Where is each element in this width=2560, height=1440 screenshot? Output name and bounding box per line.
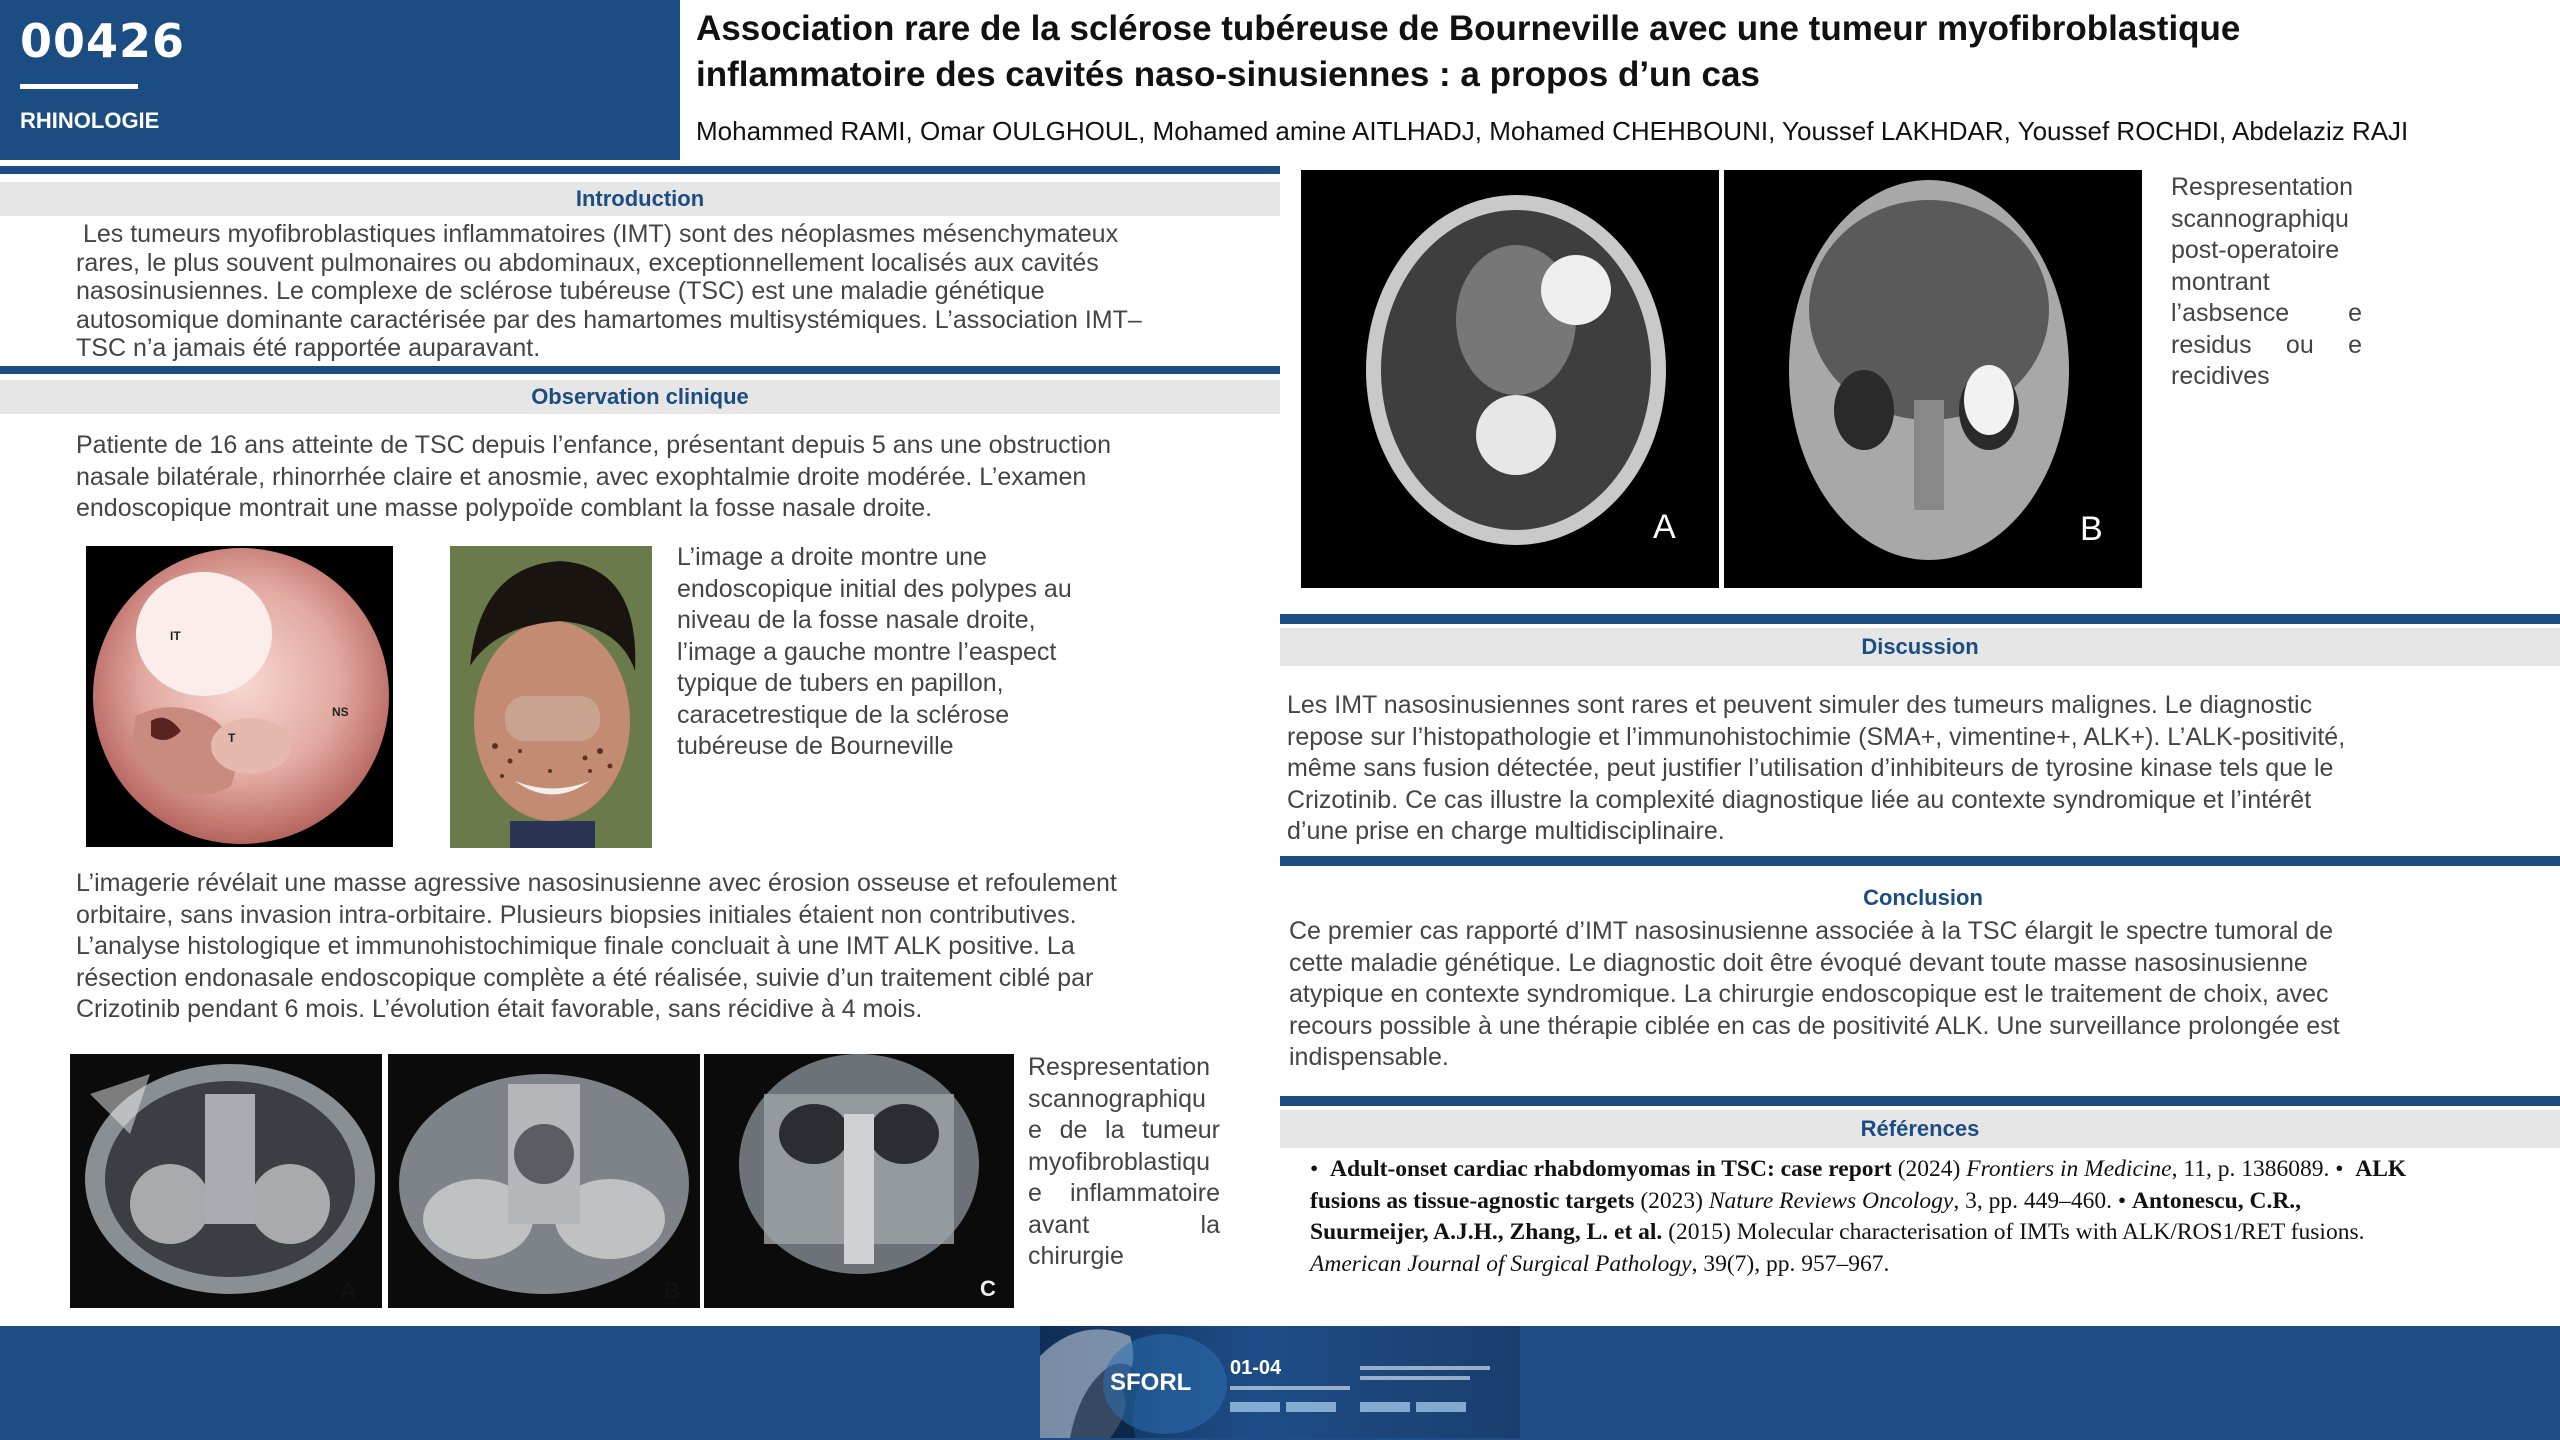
ref-journal: Nature Reviews Oncology xyxy=(1708,1187,1954,1214)
mri-label-a: A xyxy=(1653,508,1676,546)
intro-line: nasosinusiennes. Le complexe de sclérose tubéreuse (TSC) est une maladie génétique xyxy=(76,277,1045,305)
observation-heading: Observation clinique xyxy=(0,380,1280,414)
caption-line: L’image a droite montre une xyxy=(677,543,987,571)
disc-line: repose sur l’histopathologie et l’immunohistochimie (SMA+, vimentine+, ALK+). L’ALK-positivité, xyxy=(1287,722,2346,751)
caption-line: avant la xyxy=(1028,1210,1220,1239)
mri-a-graphic xyxy=(1301,170,1719,588)
conc-line: indispensable. xyxy=(1289,1043,1449,1071)
caption-line: Respresentation xyxy=(2171,173,2354,201)
caption-line: l’image a gauche montre l’easpect xyxy=(677,637,1057,666)
disc-line: Les IMT nasosinusiennes sont rares et peuvent simuler des tumeurs malignes. Le diagnostic xyxy=(1287,691,2313,719)
poster-category: RHINOLOGIE xyxy=(20,108,160,133)
endo-label-it: IT xyxy=(170,629,181,643)
ct-label-b: B xyxy=(664,1278,680,1303)
caption-line: scannographiqu xyxy=(1028,1084,1206,1113)
obs-line: nasale bilatérale, rhinorrhée claire et anosmie, avec exophtalmie droite modérée. L’examen xyxy=(76,462,1087,491)
ref-title: ALK fusions as tissue-agnostic targets xyxy=(1310,1156,2407,1214)
obs-line: L’imagerie révélait une masse agressive nasosinusienne avec érosion osseuse et refoulement xyxy=(76,869,1117,897)
ref-rest: , 39(7), pp. 957–967. xyxy=(1691,1250,1890,1277)
title-line-2: inflammatoire des cavités naso-sinusiennes : a propos d’un cas xyxy=(696,55,1760,94)
caption-line: e inflammatoire xyxy=(1028,1179,1220,1207)
references-heading: Références xyxy=(1280,1110,2560,1148)
disc-line: même sans fusion détectée, peut justifier l’utilisation d’inhibiteurs de tyrosine kinase tels que le xyxy=(1287,754,2334,782)
references-list xyxy=(1310,1154,2420,1280)
introduction-text xyxy=(76,220,1256,363)
title-line-1: Association rare de la sclérose tubéreuse de Bourneville avec une tumeur myofibroblastique xyxy=(696,9,2241,48)
ref-year: (2024) xyxy=(1891,1156,1967,1182)
mri-b-graphic xyxy=(1724,170,2142,588)
endo-label-t: T xyxy=(228,731,236,745)
introduction-heading: Introduction xyxy=(0,182,1280,216)
ref-bullet: • xyxy=(2335,1156,2344,1182)
ref-rest: , 11, p. 1386089. xyxy=(2171,1156,2330,1182)
patient-photo xyxy=(450,546,652,848)
mri-image-b xyxy=(1724,170,2142,588)
conclusion-top-bar xyxy=(1280,856,2560,866)
ct-label-a: A xyxy=(340,1278,356,1303)
caption-line: caracetrestique de la sclérose xyxy=(677,700,1010,729)
endo-label-ns: NS xyxy=(332,705,349,719)
obs-line: L’analyse histologique et immunohistochimique finale concluait à une IMT ALK positive. La xyxy=(76,932,1075,960)
observation-top-bar xyxy=(0,366,1280,374)
caption-line: scannographiqu xyxy=(2171,204,2349,233)
ct-image-a xyxy=(70,1054,382,1308)
obs-line: Patiente de 16 ans atteinte de TSC depuis l’enfance, présentant depuis 5 ans une obstruction xyxy=(76,431,1111,459)
ref-title: Adult-onset cardiac rhabdomyomas in TSC: case report xyxy=(1329,1156,1892,1182)
discussion-top-bar xyxy=(1280,614,2560,624)
figure1-caption xyxy=(677,542,1097,763)
svg-text:SFORL: SFORL xyxy=(1110,1369,1192,1396)
caption-line: post-operatoire xyxy=(2171,236,2340,264)
conc-line: recours possible à une thérapie ciblée en cas de positivité ALK. Une surveillance prolongée est xyxy=(1289,1011,2340,1040)
ct-image-b xyxy=(388,1054,700,1308)
ref-title: Antonescu, C.R., Suurmeijer, A.J.H., Zhang, L. et al. xyxy=(1310,1187,2302,1245)
figure3-caption xyxy=(2171,172,2362,393)
caption-line: recidives xyxy=(2171,362,2270,390)
ct-image-c xyxy=(704,1054,1014,1308)
poster-authors: Mohammed RAMI, Omar OULGHOUL, Mohamed amine AITLHADJ, Mohamed CHEHBOUNI, Youssef LAKHDAR, Youssef ROCHDI, Abdelaziz RAJI xyxy=(696,116,2409,146)
caption-line: montrant xyxy=(2171,267,2270,296)
intro-line: rares, le plus souvent pulmonaires ou abdominaux, exceptionnellement localisés aux cavités xyxy=(76,248,1099,277)
intro-line: Les tumeurs myofibroblastiques inflammatoires (IMT) sont des néoplasmes mésenchymateux xyxy=(76,220,1119,248)
ref-journal: American Journal of Surgical Pathology xyxy=(1310,1250,1692,1277)
ref-bullet: • xyxy=(1310,1156,1319,1182)
ref-year: (2015) Molecular characterisation of IMTs with ALK/ROS1/RET fusions. xyxy=(1662,1219,2365,1245)
observation-text-2 xyxy=(76,868,1256,1026)
caption-line: residus ou e xyxy=(2171,330,2362,359)
id-divider xyxy=(20,84,138,89)
caption-line: l’asbsence e xyxy=(2171,299,2362,327)
conc-line: Ce premier cas rapporté d’IMT nasosinusienne associée à la TSC élargit le spectre tumoral de xyxy=(1289,917,2334,945)
mri-image-a xyxy=(1301,170,1719,588)
conclusion-heading: Conclusion xyxy=(1863,885,1983,910)
obs-line: orbitaire, sans invasion intra-orbitaire. Plusieurs biopsies initiales étaient non contributives. xyxy=(76,900,1077,929)
obs-line: Crizotinib pendant 6 mois. L’évolution était favorable, sans récidive à 4 mois. xyxy=(76,995,923,1023)
caption-line: tubéreuse de Bourneville xyxy=(677,732,954,760)
poster-title xyxy=(696,6,2496,98)
ct-c-graphic xyxy=(704,1054,1014,1308)
intro-top-bar xyxy=(0,166,1280,174)
mri-label-b: B xyxy=(2080,510,2103,548)
caption-line: endoscopique initial des polypes au xyxy=(677,574,1072,603)
caption-line: chirurgie xyxy=(1028,1242,1124,1270)
ref-year: (2023) xyxy=(1634,1187,1709,1214)
reference-item xyxy=(1310,1156,2329,1182)
ref-bullet: • xyxy=(2117,1187,2127,1214)
caption-line: e de la tumeur xyxy=(1028,1116,1220,1144)
poster-id: 00426 xyxy=(20,14,186,68)
caption-line: myofibroblastiqu xyxy=(1028,1147,1211,1176)
caption-line: niveau de la fosse nasale droite, xyxy=(677,606,1036,634)
disc-line: d’une prise en charge multidisciplinaire. xyxy=(1287,817,1725,845)
svg-text:01-04: 01-04 xyxy=(1230,1357,1282,1379)
intro-line: TSC n’a jamais été rapportée auparavant. xyxy=(76,334,541,362)
caption-line: typique de tubers en papillon, xyxy=(677,669,1004,697)
patient-photo-graphic xyxy=(450,546,652,848)
ref-rest: , 3, pp. 449–460. xyxy=(1953,1187,2112,1214)
observation-text-1 xyxy=(76,430,1256,525)
figure2-caption xyxy=(1028,1052,1220,1273)
ct-a-graphic xyxy=(70,1054,382,1308)
conclusion-text xyxy=(1289,916,2549,1074)
ct-b-graphic xyxy=(388,1054,700,1308)
congress-banner xyxy=(1040,1326,1520,1438)
discussion-heading: Discussion xyxy=(1280,628,2560,666)
conc-line: atypique en contexte syndromique. La chirurgie endoscopique est le traitement de choix, avec xyxy=(1289,980,2329,1008)
endoscopy-image xyxy=(86,546,393,847)
caption-line: Respresentation xyxy=(1028,1053,1211,1081)
endoscopy-graphic xyxy=(86,546,393,847)
discussion-text xyxy=(1287,690,2547,848)
congress-logo xyxy=(1040,1326,1520,1438)
conc-line: cette maladie génétique. Le diagnostic doit être évoqué devant toute masse nasosinusienne xyxy=(1289,948,2308,977)
obs-line: endoscopique montrait une masse polypoïde comblant la fosse nasale droite. xyxy=(76,494,933,522)
references-top-bar xyxy=(1280,1096,2560,1106)
ct-label-c: C xyxy=(980,1276,996,1301)
disc-line: Crizotinib. Ce cas illustre la complexité diagnostique liée au contexte syndromique et l’intérêt xyxy=(1287,785,2312,814)
ref-journal: Frontiers in Medicine xyxy=(1966,1156,2172,1182)
obs-line: résection endonasale endoscopique complète a été réalisée, suivie d’un traitement ciblé par xyxy=(76,963,1094,992)
intro-line: autosomique dominante caractérisée par des hamartomes multisystémiques. L’association IMT– xyxy=(76,305,1142,334)
